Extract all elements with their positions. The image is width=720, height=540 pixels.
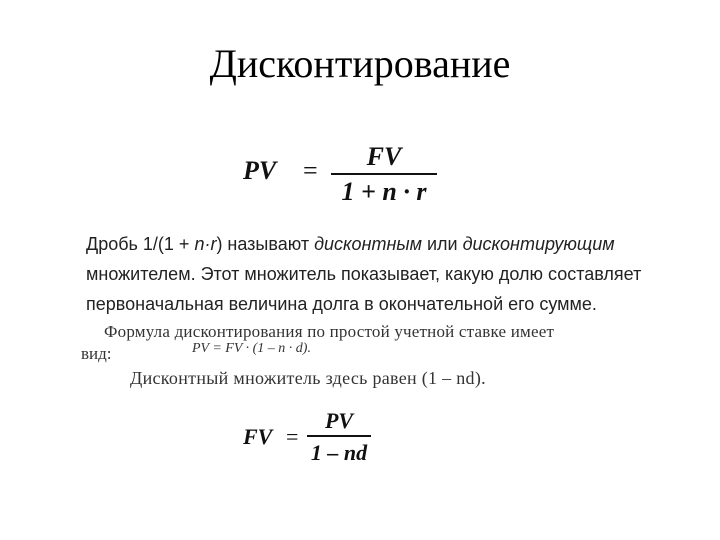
paragraph-line-3: первоначальная величина долга в окончательной его сумме. [86, 294, 597, 314]
formula-lhs: FV [243, 424, 273, 449]
formula-lhs: PV [243, 156, 277, 185]
paragraph-text: ) называют [216, 234, 315, 254]
formula-equals: = [303, 156, 318, 185]
formula-numerator: PV [324, 408, 354, 433]
formula-numerator: FV [366, 142, 402, 171]
slide-title: Дисконтирование [209, 41, 511, 86]
paragraph-line-1 [86, 229, 686, 259]
paragraph-text: Дробь 1/(1 + [86, 234, 195, 254]
term-discount: дисконтным [314, 234, 422, 254]
scan-line-1: Формула дисконтирования по простой учетной ставке имеет [104, 322, 555, 341]
scan-line-2: вид: [81, 344, 112, 363]
fraction-bar [331, 173, 437, 175]
paragraph-math: n·r [194, 234, 217, 254]
paragraph-line-2: множителем. Этот множитель показывает, какую долю составляет [86, 264, 642, 284]
scan-formula: PV = FV · (1 – n · d). [192, 341, 311, 356]
formula-denominator: 1 – nd [310, 440, 368, 465]
formula-denominator: 1 + n · r [341, 177, 427, 206]
term-discounting: дисконтирующим [462, 234, 615, 254]
fraction-bar [307, 435, 371, 437]
formula-fraction [307, 408, 371, 466]
formula-equals: = [286, 424, 299, 449]
definition-paragraph [86, 229, 686, 319]
scan-line-3: Дисконтный множитель здесь равен (1 – nd). [130, 368, 486, 388]
paragraph-text: или [421, 234, 463, 254]
formula-fraction [331, 142, 437, 207]
